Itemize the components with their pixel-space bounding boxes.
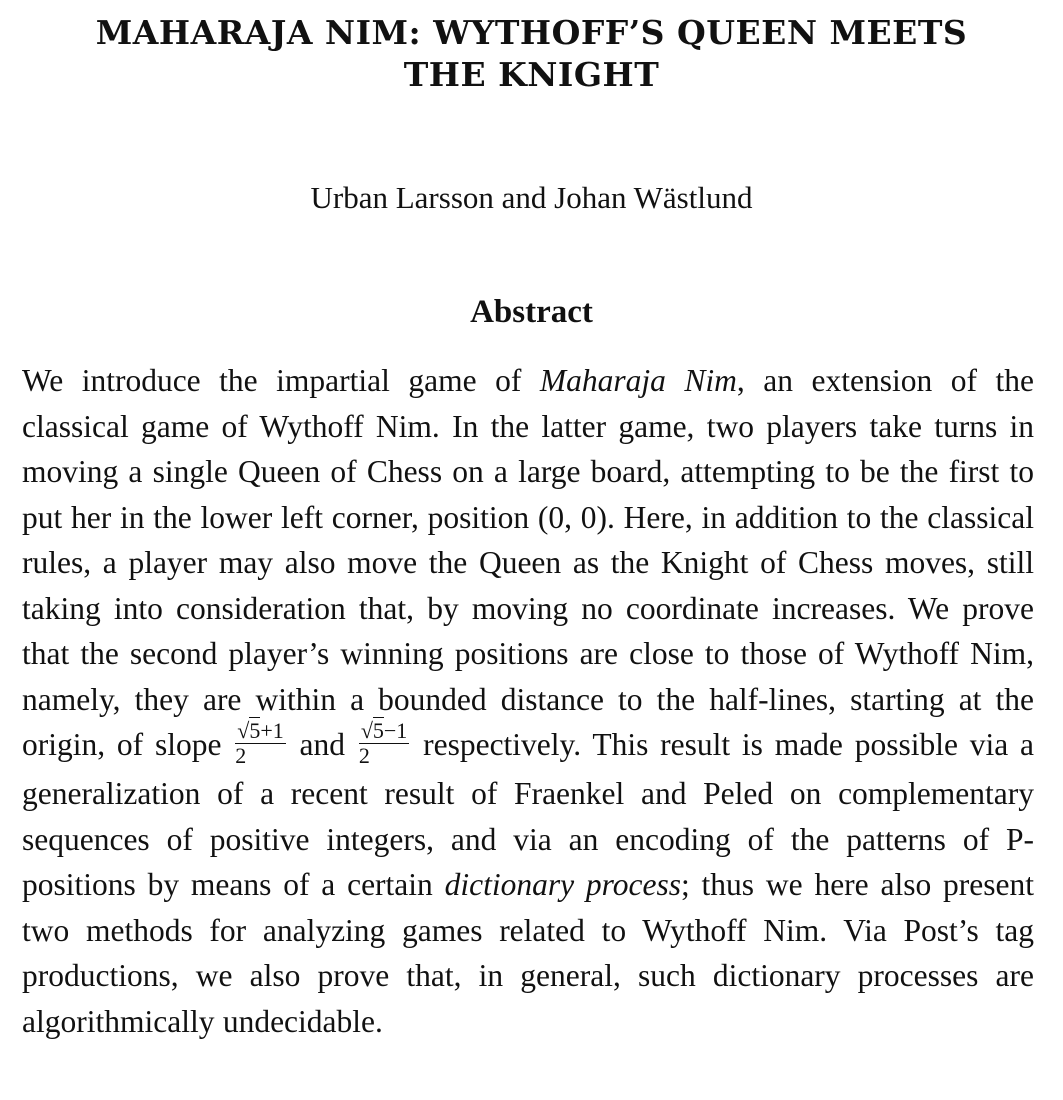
fraction-numerator-rest: +1 [260, 718, 284, 744]
title-line-2: THE KNIGHT [403, 55, 660, 94]
sqrt-radicand: 5 [249, 718, 261, 744]
fraction-denominator: 2 [358, 743, 370, 769]
sqrt-radicand: 5 [372, 718, 384, 744]
abstract-part-2: , an extension of the classical game of Wythoff Nim. In the latter game, two players take turns in moving a single Queen of Chess on a large board, attempting to be the first to put her in the lower left corner, position (0, 0). Here, in addition to the classical rules, a player may also move the Queen as the Knight of Chess moves, still taking into consideration that, by moving no coordinate increases. We prove that the second player’s winning positions are close to those of Wythoff Nim, namely, they are within a bounded distance to the half-lines, starting at the origin, of slope [22, 363, 1035, 762]
fraction-numerator: √5+1 [237, 718, 284, 744]
title-line-1: MAHARAJA NIM: WYTHOFF’S QUEEN MEETS [95, 13, 968, 52]
fraction-numerator-rest: −1 [383, 718, 408, 744]
abstract-part-3: and [287, 727, 357, 762]
abstract-term-dictionary-process: dictionary process [444, 867, 681, 903]
paper-title [0, 12, 1063, 96]
authors: Urban Larsson and Johan Wästlund [310, 180, 753, 215]
abstract-part-4: respectively. This result is made possible via a generalization of a recent result of Fraenkel and Peled on complementary sequences of positive integers, and via an encoding of the patterns of P-positions by means of a certain [22, 727, 1035, 903]
abstract-heading: Abstract [470, 294, 593, 330]
abstract-term-maharaja-nim: Maharaja Nim [539, 363, 737, 398]
abstract-text [22, 358, 1034, 1044]
fraction-slope-inverse-phi [359, 720, 410, 767]
abstract-part-5: ; thus we here also present two methods for analyzing games related to Wythoff Nim. Via Post’s tag productions, we also prove that, in general, such dictionary processes are algorithmically undecidable. [22, 867, 1035, 1039]
fraction-slope-phi [235, 720, 286, 767]
abstract-part-1: We introduce the impartial game of [22, 363, 540, 398]
fraction-denominator: 2 [235, 743, 247, 769]
fraction-numerator: √5−1 [360, 718, 408, 744]
